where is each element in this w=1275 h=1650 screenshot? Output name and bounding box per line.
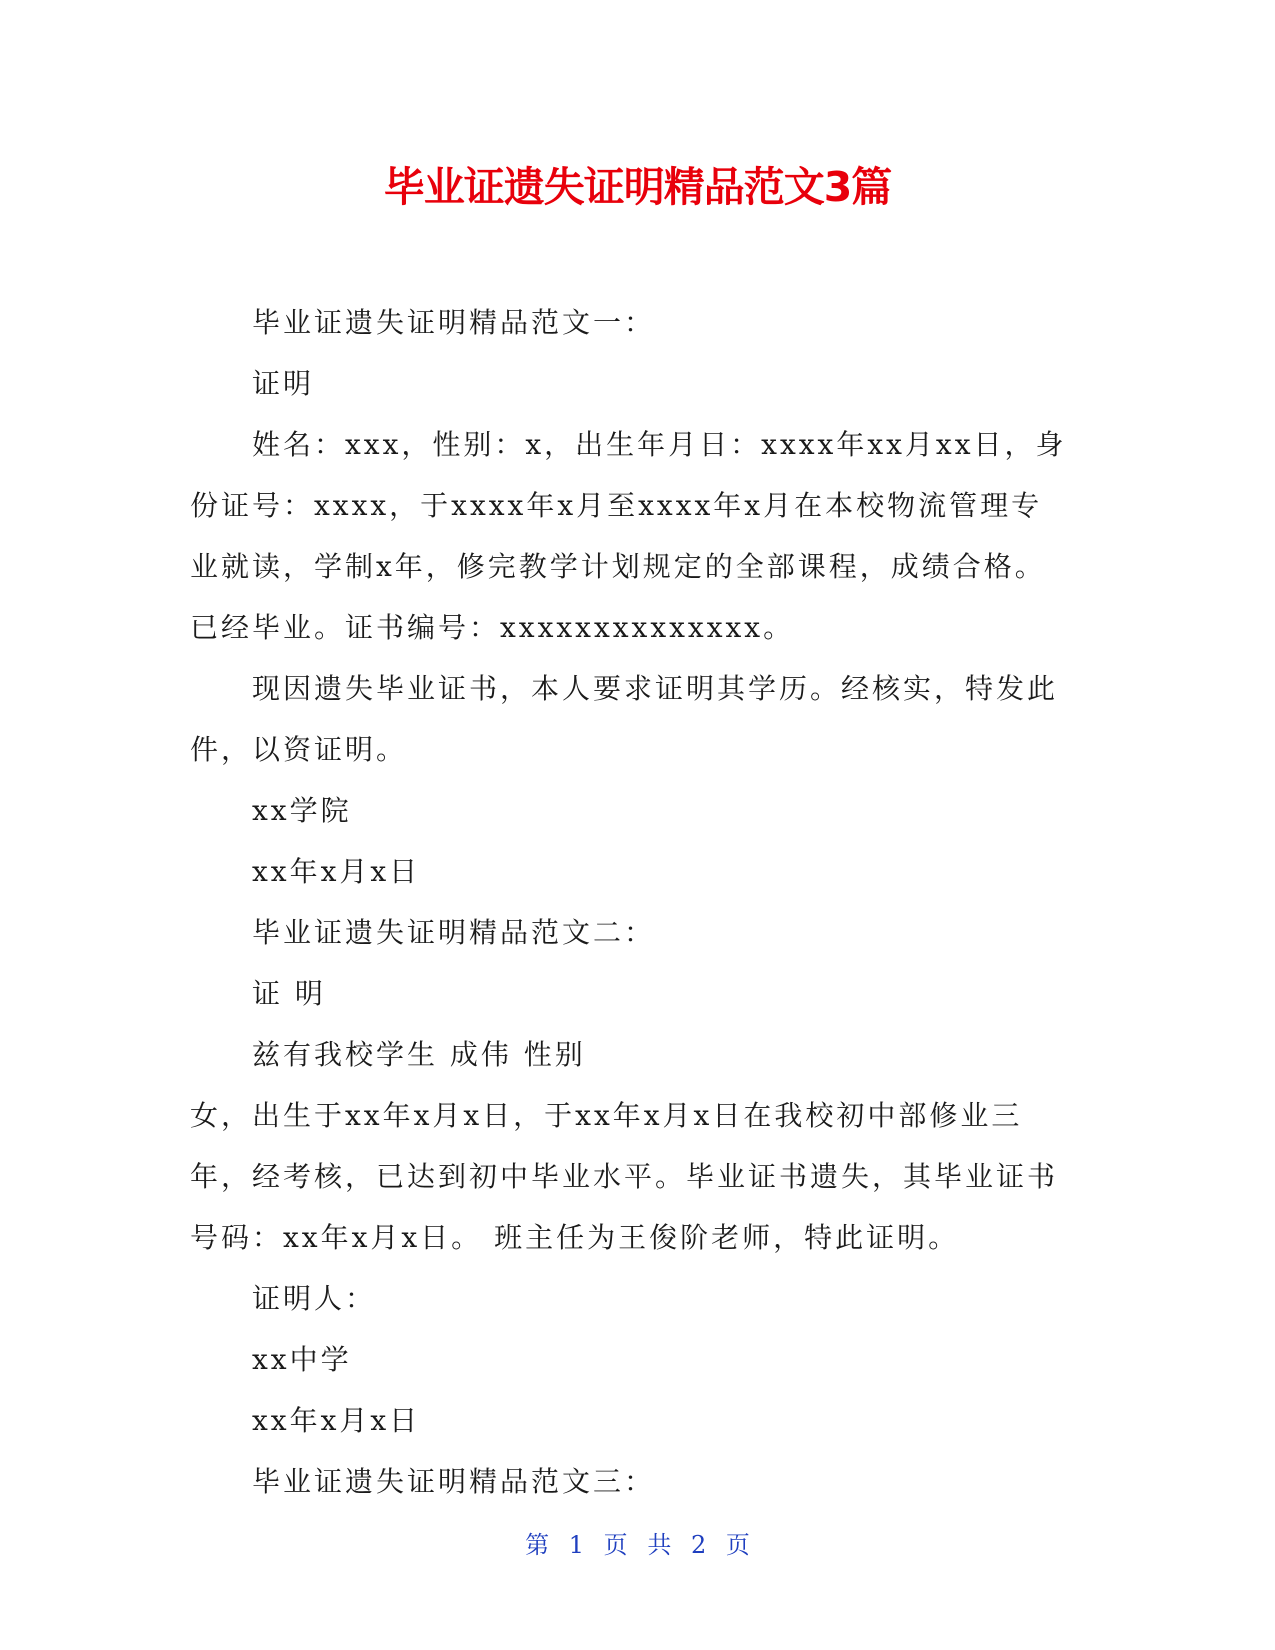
certificate-body-paragraph: 姓名：xxx，性别：x，出生年月日：xxxx年xx月xx日，身份证号：xxxx，于xxxx年x月至xxxx年x月在本校物流管理专业就读，学制x年，修完教学计划规定的全部课程，成绩合格。已经毕业。证书编号：xxxxxxxxxxxxxx。 [190, 428, 1067, 644]
footer-total-pages: 2 [690, 1531, 707, 1559]
issuer-name: xx中学 [252, 1343, 352, 1376]
section-heading-two: 毕业证遗失证明精品范文二： [252, 916, 656, 949]
certifier-label: 证明人： [252, 1282, 377, 1315]
document-body [190, 292, 1070, 1512]
certificate-label: 证 明 [252, 977, 326, 1010]
certificate-body-paragraph: 现因遗失毕业证书，本人要求证明其学历。经核实，特发此件，以资证明。 [190, 672, 1059, 766]
page-number-footer [0, 1530, 1275, 1560]
document-title: 毕业证遗失证明精品范文3篇 [383, 163, 892, 211]
issue-date: xx年x月x日 [252, 1404, 421, 1437]
section-heading-three: 毕业证遗失证明精品范文三： [252, 1465, 656, 1498]
certificate-body-paragraph: 兹有我校学生 成伟 性别 [252, 1038, 586, 1071]
footer-current-page: 1 [568, 1531, 585, 1559]
issue-date: xx年x月x日 [252, 855, 421, 888]
certificate-label: 证明 [252, 367, 315, 400]
footer-page-label: 第 [525, 1531, 550, 1559]
footer-page-unit: 页 [603, 1531, 628, 1559]
certificate-body-paragraph: 女，出生于xx年x月x日，于xx年x月x日在我校初中部修业三年，经考核，已达到初中毕业水平。毕业证书遗失，其毕业证书号码：xx年x月x日。 班主任为王俊阶老师，特此证明。 [190, 1099, 1059, 1254]
section-heading-one: 毕业证遗失证明精品范文一： [252, 306, 656, 339]
issuer-name: xx学院 [252, 794, 352, 827]
footer-total-unit: 页 [725, 1531, 750, 1559]
footer-total-label: 共 [647, 1531, 672, 1559]
